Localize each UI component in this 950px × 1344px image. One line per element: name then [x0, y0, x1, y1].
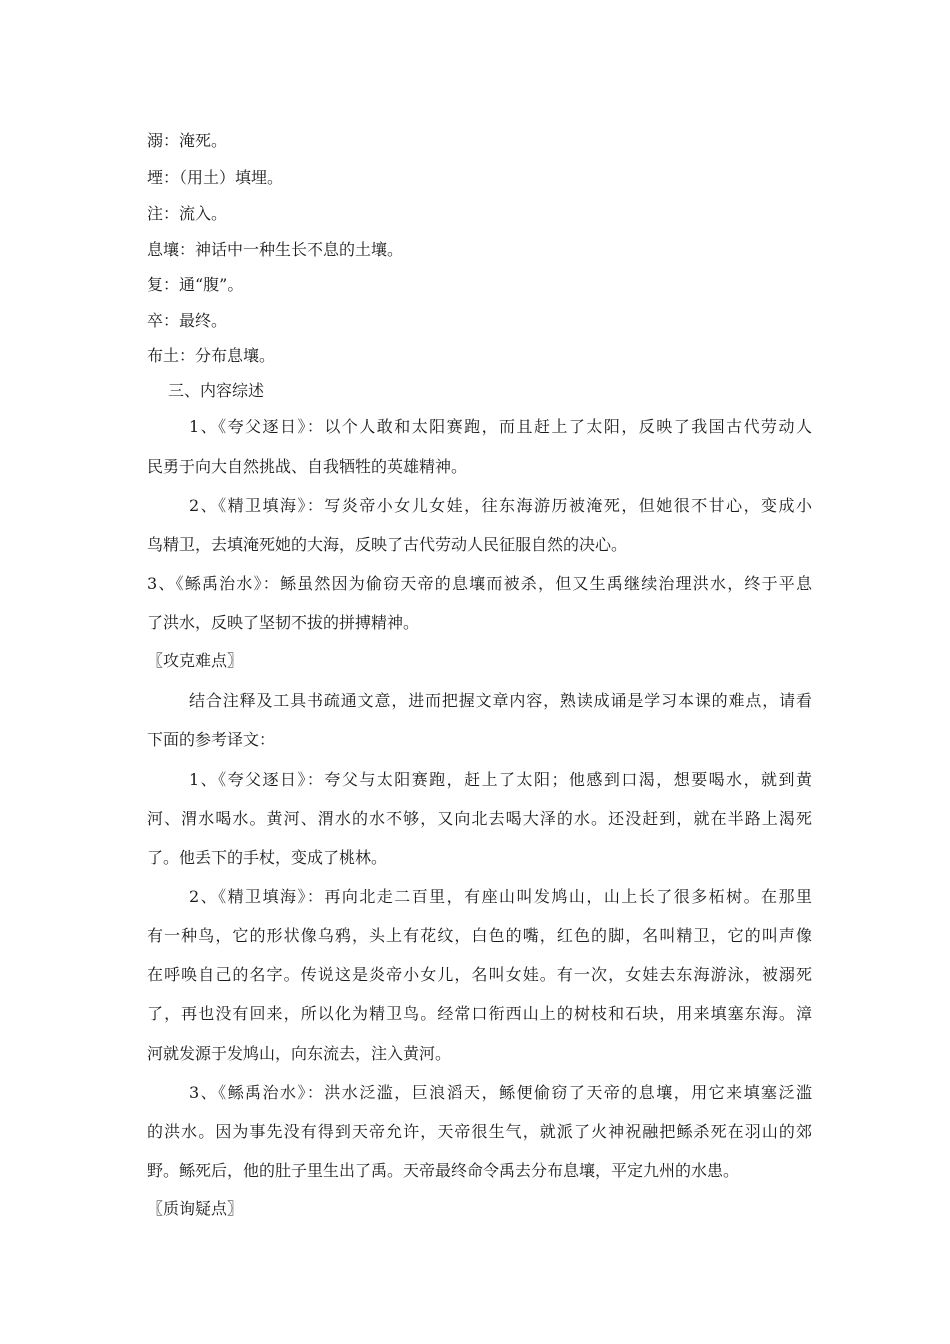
- glossary-item: 卒：最终。: [147, 311, 228, 330]
- translation-2-line-4: 了，再也没有回来，所以化为精卫鸟。经常口衔西山上的树枝和石块，用来填塞东海。漳: [147, 1004, 812, 1023]
- translation-1-line-1: 1、《夸父逐日》：夸父与太阳赛跑，赶上了太阳；他感到口渴，想要喝水，就到黄: [189, 770, 812, 789]
- difficulty-intro-line-1: 结合注释及工具书疏通文意，进而把握文章内容，熟读成诵是学习本课的难点，请看: [189, 691, 812, 710]
- glossary-item: 布土：分布息壤。: [147, 346, 276, 365]
- section-three-title: 三、内容综述: [168, 381, 265, 400]
- translation-1-line-2: 河、渭水喝水。黄河、渭水的水不够，又向北去喝大泽的水。还没赶到，就在半路上渴死: [147, 809, 812, 828]
- translation-3-line-2: 的洪水。因为事先没有得到天帝允许，天帝很生气，就派了火神祝融把鲧杀死在羽山的郊: [147, 1122, 812, 1141]
- difficulty-intro-line-2: 下面的参考译文：: [147, 730, 276, 749]
- difficulty-heading: 〖攻克难点〗: [147, 651, 244, 670]
- glossary-item: 注：流入。: [147, 204, 228, 223]
- translation-3-line-3: 野。鲧死后，他的肚子里生出了禹。天帝最终命令禹去分布息壤，平定九州的水患。: [147, 1161, 740, 1180]
- glossary-item: 堙：（用土）填埋。: [147, 168, 284, 187]
- glossary-item: 复：通“腹”。: [147, 275, 244, 294]
- summary-paragraph-3-line-2: 了洪水，反映了坚韧不拔的拼搏精神。: [147, 613, 420, 632]
- summary-paragraph-3-line-1: 3、《鲧禹治水》：鲧虽然因为偷窃天帝的息壤而被杀，但又生禹继续治理洪水，终于平息: [147, 574, 812, 593]
- glossary-item: 息壤：神话中一种生长不息的土壤。: [147, 240, 404, 259]
- summary-paragraph-2-line-1: 2、《精卫填海》：写炎帝小女儿女娃，往东海游历被淹死，但她很不甘心，变成小: [189, 496, 812, 515]
- translation-2-line-3: 在呼唤自己的名字。传说这是炎帝小女儿，名叫女娃。有一次，女娃去东海游泳，被溺死: [147, 965, 812, 984]
- translation-2-line-5: 河就发源于发鸠山，向东流去，注入黄河。: [147, 1044, 452, 1063]
- summary-paragraph-1-line-1: 1、《夸父逐日》：以个人敢和太阳赛跑，而且赶上了太阳，反映了我国古代劳动人: [189, 417, 812, 436]
- translation-1-line-3: 了。他丢下的手杖，变成了桃林。: [147, 848, 388, 867]
- translation-2-line-2: 有一种鸟，它的形状像乌鸦，头上有花纹，白色的嘴，红色的脚，名叫精卫，它的叫声像: [147, 926, 812, 945]
- glossary-item: 溺：淹死。: [147, 131, 228, 150]
- summary-paragraph-2-line-2: 鸟精卫，去填淹死她的大海，反映了古代劳动人民征服自然的决心。: [147, 535, 628, 554]
- summary-paragraph-1-line-2: 民勇于向大自然挑战、自我牺牲的英雄精神。: [147, 457, 468, 476]
- translation-2-line-1: 2、《精卫填海》：再向北走二百里，有座山叫发鸠山，山上长了很多柘树。在那里: [189, 887, 812, 906]
- question-heading: 〖质询疑点〗: [147, 1199, 244, 1218]
- translation-3-line-1: 3、《鲧禹治水》：洪水泛滥，巨浪滔天，鲧便偷窃了天帝的息壤，用它来填塞泛滥: [189, 1083, 812, 1102]
